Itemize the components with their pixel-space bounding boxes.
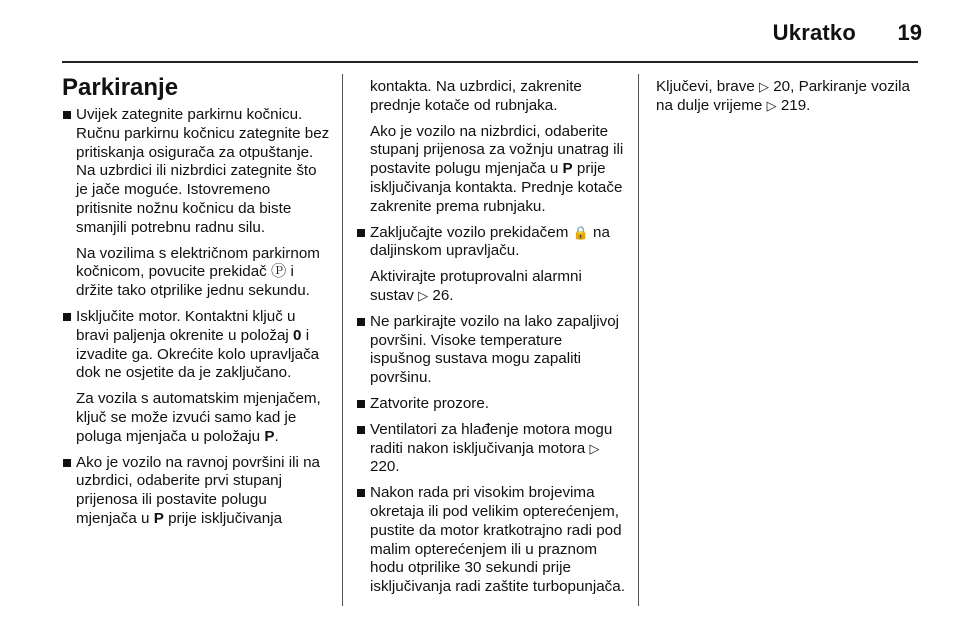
column-divider: [638, 74, 639, 606]
paragraph: Na vozilima s električnom parkirnom kočnicom, povucite prekidač Ⓟ i držite tako otprilike jednu sekundu.: [76, 244, 320, 300]
paragraph: Aktivirajte protuprovalni alarmni sustav ▷ 26.: [370, 268, 582, 304]
list-item: Zatvorite prozore.: [356, 395, 626, 414]
list-item: Ventilatori za hlađenje motora mogu raditi nakon isključivanja motora ▷ 220.: [356, 421, 626, 477]
list-item: Ako je vozilo na ravnoj površini ili na uzbrdici, odaberite prvi stupanj prijenosa ili postavite polugu mjenjača u P prije isključivanja: [62, 454, 330, 529]
column-2: [356, 78, 626, 604]
parking-brake-switch-icon: Ⓟ: [271, 263, 287, 281]
header-rule: [62, 61, 918, 63]
lock-icon: 🔒: [572, 224, 589, 240]
column-divider: [342, 74, 343, 606]
page-ref-icon: ▷: [759, 79, 769, 94]
page-ref-icon: ▷: [766, 97, 777, 113]
page-ref-icon: ▷: [589, 440, 600, 456]
column-3: [656, 78, 918, 116]
paragraph: kontakta. Na uzbrdici, zakrenite prednje kotače od rubnjaka.: [370, 78, 582, 114]
list-item: Zaključajte vozilo prekidačem 🔒 na daljinskom upravljaču.: [356, 224, 626, 262]
page-ref-icon: ▷: [418, 287, 429, 303]
list-item: Nakon rada pri visokim brojevima okretaja ili pod velikim opterećenjem, pustite da motor kratkotrajno radi pod malim opterećenjem ili u praznom hodu otprilike 30 sekundi prije isključivanja radi zaštite turbopunjača.: [356, 484, 626, 597]
list-item: Uvijek zategnite parkirnu kočnicu. Ručnu parkirnu kočnicu zategnite bez pritiskanja osigurača za otpuštanje. Na uzbrdici ili nizbrdici zategnite što je jače moguće. Istovremeno pritisnite nožnu kočnicu da biste smanjili potrebnu radnu silu.: [62, 106, 330, 238]
list-item: Ne parkirajte vozilo na lako zapaljivoj površini. Visoke temperature ispušnog sustava mogu zapaliti površinu.: [356, 313, 626, 388]
cross-reference: Ključevi, brave ▷ 20, Parkiranje vozila na dulje vrijeme ▷ 219.: [656, 78, 910, 114]
running-header-title: Ukratko: [772, 20, 856, 45]
paragraph: Za vozila s automatskim mjenjačem, ključ se može izvući samo kad je poluga mjenjača u položaju P.: [76, 390, 321, 445]
column-1: [62, 74, 330, 536]
page-number: 19: [897, 20, 922, 45]
paragraph: Ako je vozilo na nizbrdici, odaberite stupanj prijenosa za vožnju unatrag ili postavite polugu mjenjača u P prije isključivanja kontakta. Prednje kotače zakrenite prema rubnjaku.: [370, 122, 624, 215]
list-item: Isključite motor. Kontaktni ključ u bravi paljenja okrenite u položaj 0 i izvadite ga. Okrećite kolo upravljača dok ne osjetite da je zaključano.: [62, 308, 330, 383]
section-title: Parkiranje: [62, 74, 179, 101]
